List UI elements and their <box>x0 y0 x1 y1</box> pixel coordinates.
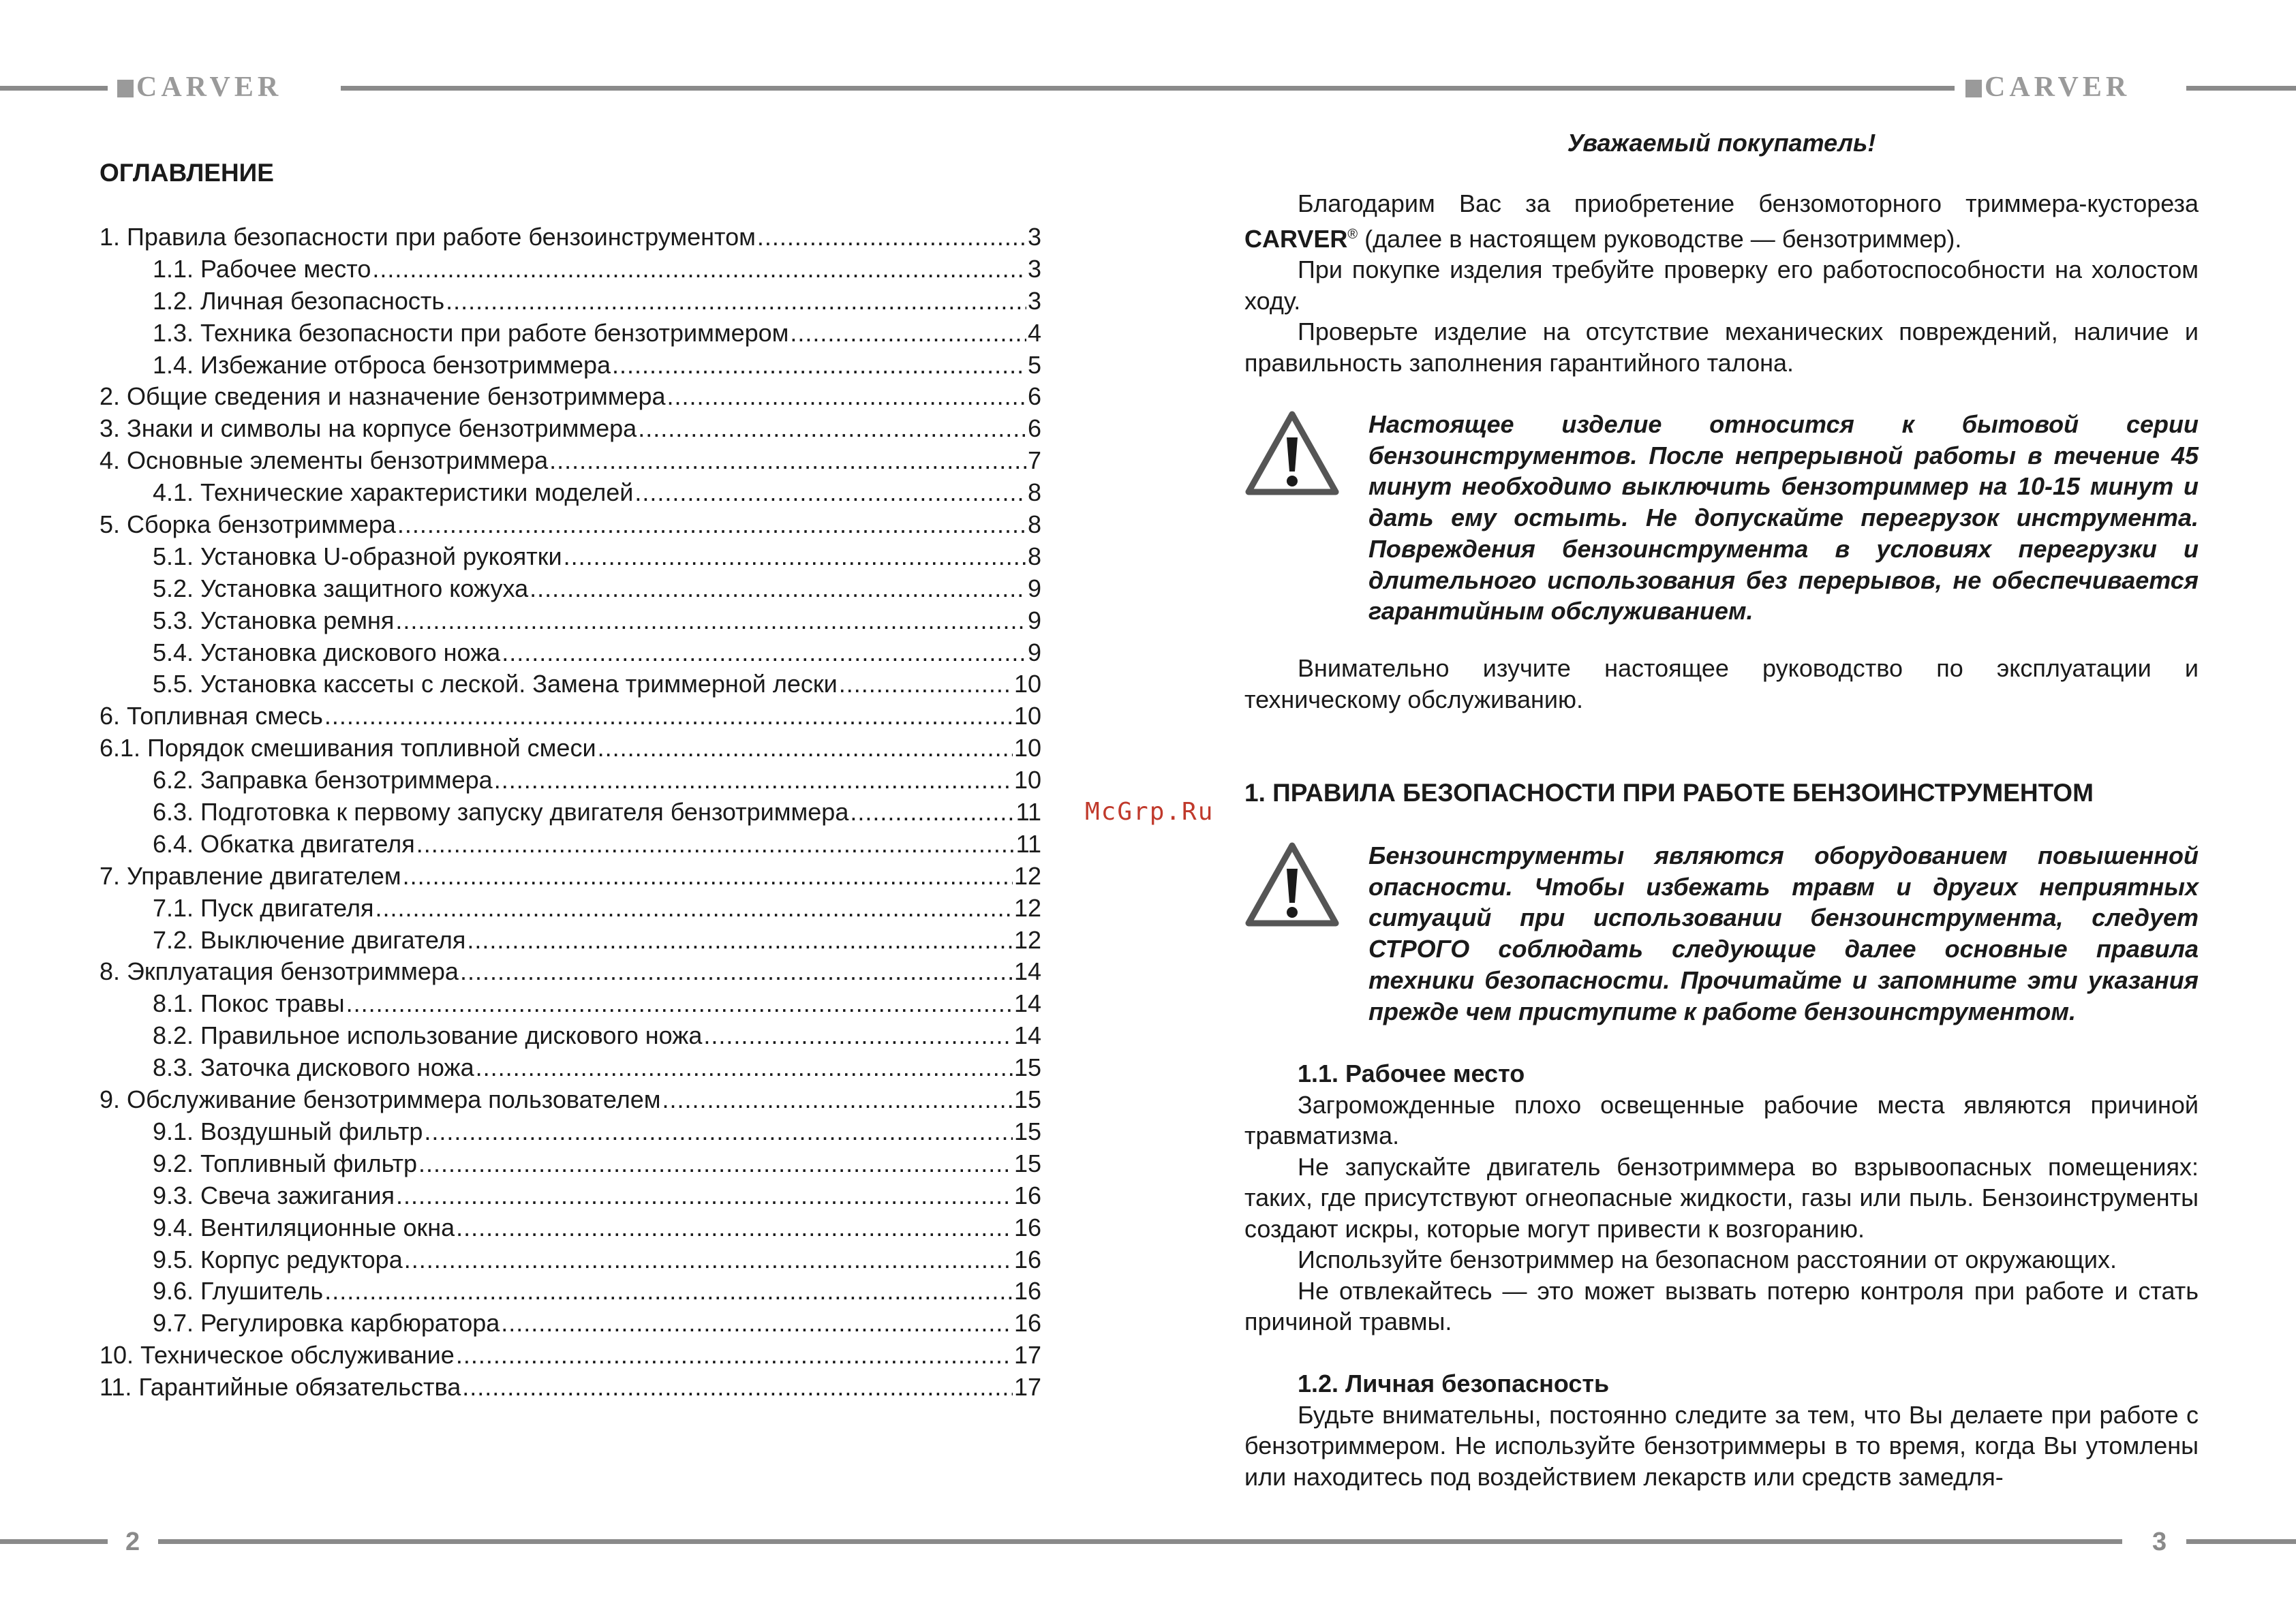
toc-leader-dots <box>549 445 1026 477</box>
toc-leader-dots <box>494 764 1013 797</box>
toc-entry-page: 3 <box>1027 286 1041 315</box>
warning-triangle-icon <box>1244 409 1340 497</box>
table-of-contents <box>100 221 1041 1404</box>
toc-entry-page: 14 <box>1013 989 1041 1018</box>
toc-leader-dots <box>757 221 1026 253</box>
toc-entry <box>100 253 1041 285</box>
toc-entry <box>100 221 1041 253</box>
toc-entry <box>100 381 1041 413</box>
toc-leader-dots <box>396 1180 1013 1212</box>
toc-leader-dots <box>667 381 1026 413</box>
toc-entry-label: 5.1. Установка U-образной рукоятки <box>153 542 562 570</box>
warning-text-2: Бензоинструменты являются оборудованием повышенной опасности. Чтобы избежать травм и других неприятных ситуаций при использовании бензоинструмента, следует СТРОГО соблюдать следующие далее основные правила техники безопасности. Прочитайте и запомните эти указания прежде чем приступите к работе бензоинструментом. <box>1368 841 2199 1025</box>
toc-entry-label: 9.6. Глушитель <box>153 1277 324 1305</box>
toc-entry-page: 14 <box>1013 1021 1041 1050</box>
toc-entry <box>100 1148 1041 1180</box>
toc-entry-label: 6.4. Обкатка двигателя <box>153 829 415 858</box>
toc-entry-label: 1.4. Избежание отброса бензотриммера <box>153 350 611 379</box>
subsection-1-1-paragraph-3: Используйте бензотриммер на безопасном расстоянии от окружающих. <box>1298 1246 2117 1273</box>
toc-entry <box>100 1116 1041 1148</box>
brand-logo-text: CARVER <box>136 72 283 103</box>
toc-entry-page: 15 <box>1013 1085 1041 1114</box>
toc-entry <box>100 1372 1041 1404</box>
toc-leader-dots <box>424 1116 1013 1148</box>
header-rule-right <box>2186 86 2296 91</box>
toc-entry-page: 9 <box>1027 574 1041 602</box>
toc-entry-page: 16 <box>1013 1213 1041 1241</box>
toc-entry-label: 9. Обслуживание бензотриммера пользователем <box>100 1085 661 1114</box>
toc-entry <box>100 541 1041 573</box>
toc-entry <box>100 350 1041 382</box>
toc-entry-page: 16 <box>1013 1181 1041 1209</box>
toc-entry-label: 4. Основные элементы бензотриммера <box>100 446 549 475</box>
toc-leader-dots <box>460 956 1013 988</box>
toc-entry <box>100 1052 1041 1084</box>
toc-entry-label: 1.1. Рабочее место <box>153 254 371 283</box>
toc-entry-label: 9.2. Топливный фильтр <box>153 1149 418 1177</box>
toc-entry-page: 10 <box>1013 766 1041 794</box>
toc-entry <box>100 445 1041 477</box>
toc-entry-page: 10 <box>1013 702 1041 730</box>
toc-entry <box>100 668 1041 700</box>
toc-leader-dots <box>372 253 1026 285</box>
subsection-1-1-paragraph-4: Не отвлекайтесь — это может вызвать потерю контроля при работе и стать причиной травмы. <box>1244 1276 2199 1335</box>
toc-leader-dots <box>416 829 1015 861</box>
registered-mark: ® <box>1347 226 1358 242</box>
toc-entry-label: 9.4. Вентиляционные окна <box>153 1213 455 1241</box>
toc-entry-page: 7 <box>1027 446 1041 475</box>
toc-entry-label: 6.3. Подготовка к первому запуску двигателя бензотриммера <box>153 798 849 826</box>
toc-leader-dots <box>403 861 1013 893</box>
subsection-1-1-paragraph-1: Загроможденные плохо освещенные рабочие места являются причиной травматизма. <box>1244 1090 2199 1149</box>
toc-entry-label: 11. Гарантийные обязательства <box>100 1373 461 1402</box>
toc-entry-page: 12 <box>1013 925 1041 954</box>
toc-leader-dots <box>346 988 1013 1020</box>
toc-entry-page: 6 <box>1027 414 1041 443</box>
toc-leader-dots <box>456 1212 1013 1244</box>
toc-entry-page: 10 <box>1013 734 1041 762</box>
header-rule-center <box>341 86 1955 91</box>
toc-leader-dots <box>501 1308 1013 1340</box>
toc-leader-dots <box>462 1372 1013 1404</box>
section-1-title: 1. ПРАВИЛА БЕЗОПАСНОСТИ ПРИ РАБОТЕ БЕНЗОИНСТРУМЕНТОМ <box>1244 779 2094 807</box>
toc-title: ОГЛАВЛЕНИЕ <box>100 159 274 187</box>
page-number-right: 3 <box>2152 1528 2167 1556</box>
toc-entry <box>100 285 1041 318</box>
toc-entry-label: 9.1. Воздушный фильтр <box>153 1117 423 1145</box>
header-rule-left <box>0 86 108 91</box>
warning-block-2 <box>1244 840 2199 1027</box>
toc-entry-page: 6 <box>1027 382 1041 411</box>
toc-leader-dots <box>324 1276 1013 1308</box>
warning-block-1 <box>1244 409 2199 627</box>
toc-entry-page: 3 <box>1027 254 1041 283</box>
toc-entry <box>100 1084 1041 1116</box>
toc-leader-dots <box>456 1340 1013 1372</box>
toc-entry-page: 16 <box>1013 1245 1041 1273</box>
brand-logo-left <box>117 74 282 101</box>
toc-entry-label: 1.2. Личная безопасность <box>153 286 445 315</box>
toc-entry-page: 5 <box>1027 350 1041 379</box>
subsection-1-2 <box>1244 1368 2199 1492</box>
subsection-1-1 <box>1244 1058 2199 1338</box>
toc-entry-page: 17 <box>1013 1341 1041 1370</box>
subsection-1-2-paragraph-1: Будьте внимательны, постоянно следите за тем, что Вы делаете при работе с бензотриммером. Не используйте бензотриммеры в то время, когда Вы утомлены или находитесь под воздействием лекарств или средств замедля- <box>1244 1400 2199 1491</box>
toc-entry-label: 3. Знаки и символы на корпусе бензотриммера <box>100 414 637 443</box>
toc-entry-label: 9.7. Регулировка карбюратора <box>153 1309 500 1338</box>
warning-text-1: Настоящее изделие относится к бытовой серии бензоинструментов. После непрерывной работы в течение 45 минут необходимо выключить бензотриммер на 10-15 минут и дать ему остыть. Не допускайте перегрузок инструмента. Повреждения бензоинструмента в условиях перегрузки и длительного использования без перерывов, не обеспечивается гарантийным обслуживанием. <box>1368 410 2199 625</box>
subsection-1-1-title: 1.1. Рабочее место <box>1298 1060 1525 1087</box>
intro-paragraph-3: Проверьте изделие на отсутствие механических повреждений, наличие и правильность заполнения гарантийного талона. <box>1244 318 2199 377</box>
brand-mark-icon <box>1965 80 1982 97</box>
toc-leader-dots <box>612 350 1026 382</box>
toc-entry-page: 15 <box>1013 1117 1041 1145</box>
toc-entry-page: 14 <box>1013 957 1041 986</box>
toc-entry-label: 7.2. Выключение двигателя <box>153 925 466 954</box>
toc-entry-label: 10. Техническое обслуживание <box>100 1341 455 1370</box>
toc-entry <box>100 1180 1041 1212</box>
toc-leader-dots <box>476 1052 1013 1084</box>
toc-leader-dots <box>446 285 1026 318</box>
toc-entry-label: 9.5. Корпус редуктора <box>153 1245 403 1273</box>
toc-entry-label: 6.1. Порядок смешивания топливной смеси <box>100 734 596 762</box>
subsection-1-1-paragraph-2: Не запускайте двигатель бензотриммера во взрывоопасных помещениях: таких, где присутствуют огнеопасные жидкости, газы или пыль. Бензоинструменты создают искры, которые могут привести к возгоранию. <box>1244 1152 2199 1243</box>
toc-entry-page: 8 <box>1027 510 1041 539</box>
toc-entry-page: 11 <box>1015 829 1041 858</box>
toc-entry-page: 12 <box>1013 893 1041 922</box>
toc-entry <box>100 1308 1041 1340</box>
toc-leader-dots <box>324 700 1013 732</box>
toc-entry <box>100 893 1041 925</box>
brand-mark-icon <box>117 80 134 97</box>
intro-paragraph-4: Внимательно изучите настоящее руководство по эксплуатации и техническому обслуживанию. <box>1244 654 2199 713</box>
toc-leader-dots <box>839 668 1013 700</box>
toc-entry-label: 2. Общие сведения и назначение бензотриммера <box>100 382 666 411</box>
brand-logo-right <box>1965 74 2130 101</box>
toc-leader-dots <box>395 605 1026 637</box>
toc-entry <box>100 477 1041 509</box>
toc-entry <box>100 605 1041 637</box>
toc-leader-dots <box>467 925 1013 957</box>
toc-leader-dots <box>703 1020 1013 1052</box>
footer-rule-right <box>2186 1539 2296 1544</box>
toc-leader-dots <box>790 318 1026 350</box>
toc-entry <box>100 1340 1041 1372</box>
brand-logo-text: CARVER <box>1985 72 2131 103</box>
toc-entry <box>100 861 1041 893</box>
toc-leader-dots <box>376 893 1013 925</box>
toc-entry-page: 12 <box>1013 861 1041 890</box>
toc-entry-label: 5.2. Установка защитного кожуха <box>153 574 529 602</box>
toc-leader-dots <box>397 509 1026 541</box>
warning-triangle-icon <box>1244 840 1340 929</box>
toc-entry-label: 8.3. Заточка дискового ножа <box>153 1053 474 1082</box>
toc-entry <box>100 988 1041 1020</box>
toc-entry-page: 16 <box>1013 1277 1041 1305</box>
toc-entry <box>100 509 1041 541</box>
toc-entry <box>100 732 1041 764</box>
toc-leader-dots <box>634 477 1026 509</box>
toc-entry-page: 17 <box>1013 1373 1041 1402</box>
toc-leader-dots <box>418 1148 1013 1180</box>
brand-name: CARVER <box>1244 224 1348 253</box>
toc-entry <box>100 318 1041 350</box>
intro-block <box>1244 188 2199 378</box>
intro-block-2 <box>1244 653 2199 715</box>
toc-entry-label: 6.2. Заправка бензотриммера <box>153 766 493 794</box>
toc-entry-label: 6. Топливная смесь <box>100 702 323 730</box>
toc-entry-label: 8.1. Покос травы <box>153 989 345 1018</box>
subsection-1-2-title: 1.2. Личная безопасность <box>1298 1370 1610 1397</box>
toc-entry-label: 5.3. Установка ремня <box>153 606 395 634</box>
toc-leader-dots <box>850 797 1014 829</box>
toc-leader-dots <box>638 413 1026 445</box>
toc-entry-page: 10 <box>1013 670 1041 698</box>
toc-entry-label: 7.1. Пуск двигателя <box>153 893 374 922</box>
toc-leader-dots <box>502 637 1026 669</box>
toc-entry-label: 9.3. Свеча зажигания <box>153 1181 395 1209</box>
toc-entry <box>100 829 1041 861</box>
toc-entry <box>100 573 1041 605</box>
greeting: Уважаемый покупатель! <box>1567 129 1876 157</box>
toc-entry-page: 3 <box>1027 223 1041 251</box>
toc-entry <box>100 1212 1041 1244</box>
toc-entry <box>100 1276 1041 1308</box>
toc-leader-dots <box>564 541 1026 573</box>
toc-entry-page: 4 <box>1027 318 1041 347</box>
toc-entry-label: 1.3. Техника безопасности при работе бензотриммером <box>153 318 789 347</box>
footer-rule-center <box>158 1539 2122 1544</box>
toc-leader-dots <box>530 573 1026 605</box>
toc-entry-label: 5. Сборка бензотриммера <box>100 510 396 539</box>
toc-entry-page: 9 <box>1027 638 1041 666</box>
toc-leader-dots <box>404 1244 1013 1276</box>
toc-entry <box>100 956 1041 988</box>
toc-entry-page: 11 <box>1015 798 1041 826</box>
toc-entry <box>100 1020 1041 1052</box>
toc-entry-label: 5.4. Установка дискового ножа <box>153 638 501 666</box>
toc-entry <box>100 797 1041 829</box>
toc-leader-dots <box>662 1084 1012 1116</box>
toc-entry-page: 8 <box>1027 542 1041 570</box>
footer-rule-left-a <box>0 1539 108 1544</box>
toc-entry-label: 8.2. Правильное использование дискового ножа <box>153 1021 703 1050</box>
toc-entry-page: 9 <box>1027 606 1041 634</box>
toc-entry <box>100 925 1041 957</box>
watermark: McGrp.Ru <box>1085 798 1214 826</box>
toc-leader-dots <box>598 732 1013 764</box>
toc-entry-label: 1. Правила безопасности при работе бензоинструментом <box>100 223 756 251</box>
toc-entry <box>100 1244 1041 1276</box>
toc-entry-page: 15 <box>1013 1053 1041 1082</box>
toc-entry-label: 4.1. Технические характеристики моделей <box>153 478 634 507</box>
toc-entry-page: 15 <box>1013 1149 1041 1177</box>
intro-paragraph-2: При покупке изделия требуйте проверку его работоспособности на холостом ходу. <box>1244 256 2199 315</box>
toc-entry <box>100 413 1041 445</box>
toc-entry-label: 5.5. Установка кассеты с леской. Замена триммерной лески <box>153 670 838 698</box>
intro-paragraph-1: Благодарим Вас за приобретение бензомоторного триммера-кустореза CARVER® (далее в настоящем руководстве — бензотриммер). <box>1244 189 2199 253</box>
page-number-left: 2 <box>125 1528 140 1556</box>
toc-entry <box>100 700 1041 732</box>
toc-entry-label: 8. Экплуатация бензотриммера <box>100 957 459 986</box>
toc-entry <box>100 764 1041 797</box>
toc-entry <box>100 637 1041 669</box>
toc-entry-label: 7. Управление двигателем <box>100 861 401 890</box>
toc-entry-page: 8 <box>1027 478 1041 507</box>
toc-entry-page: 16 <box>1013 1309 1041 1338</box>
